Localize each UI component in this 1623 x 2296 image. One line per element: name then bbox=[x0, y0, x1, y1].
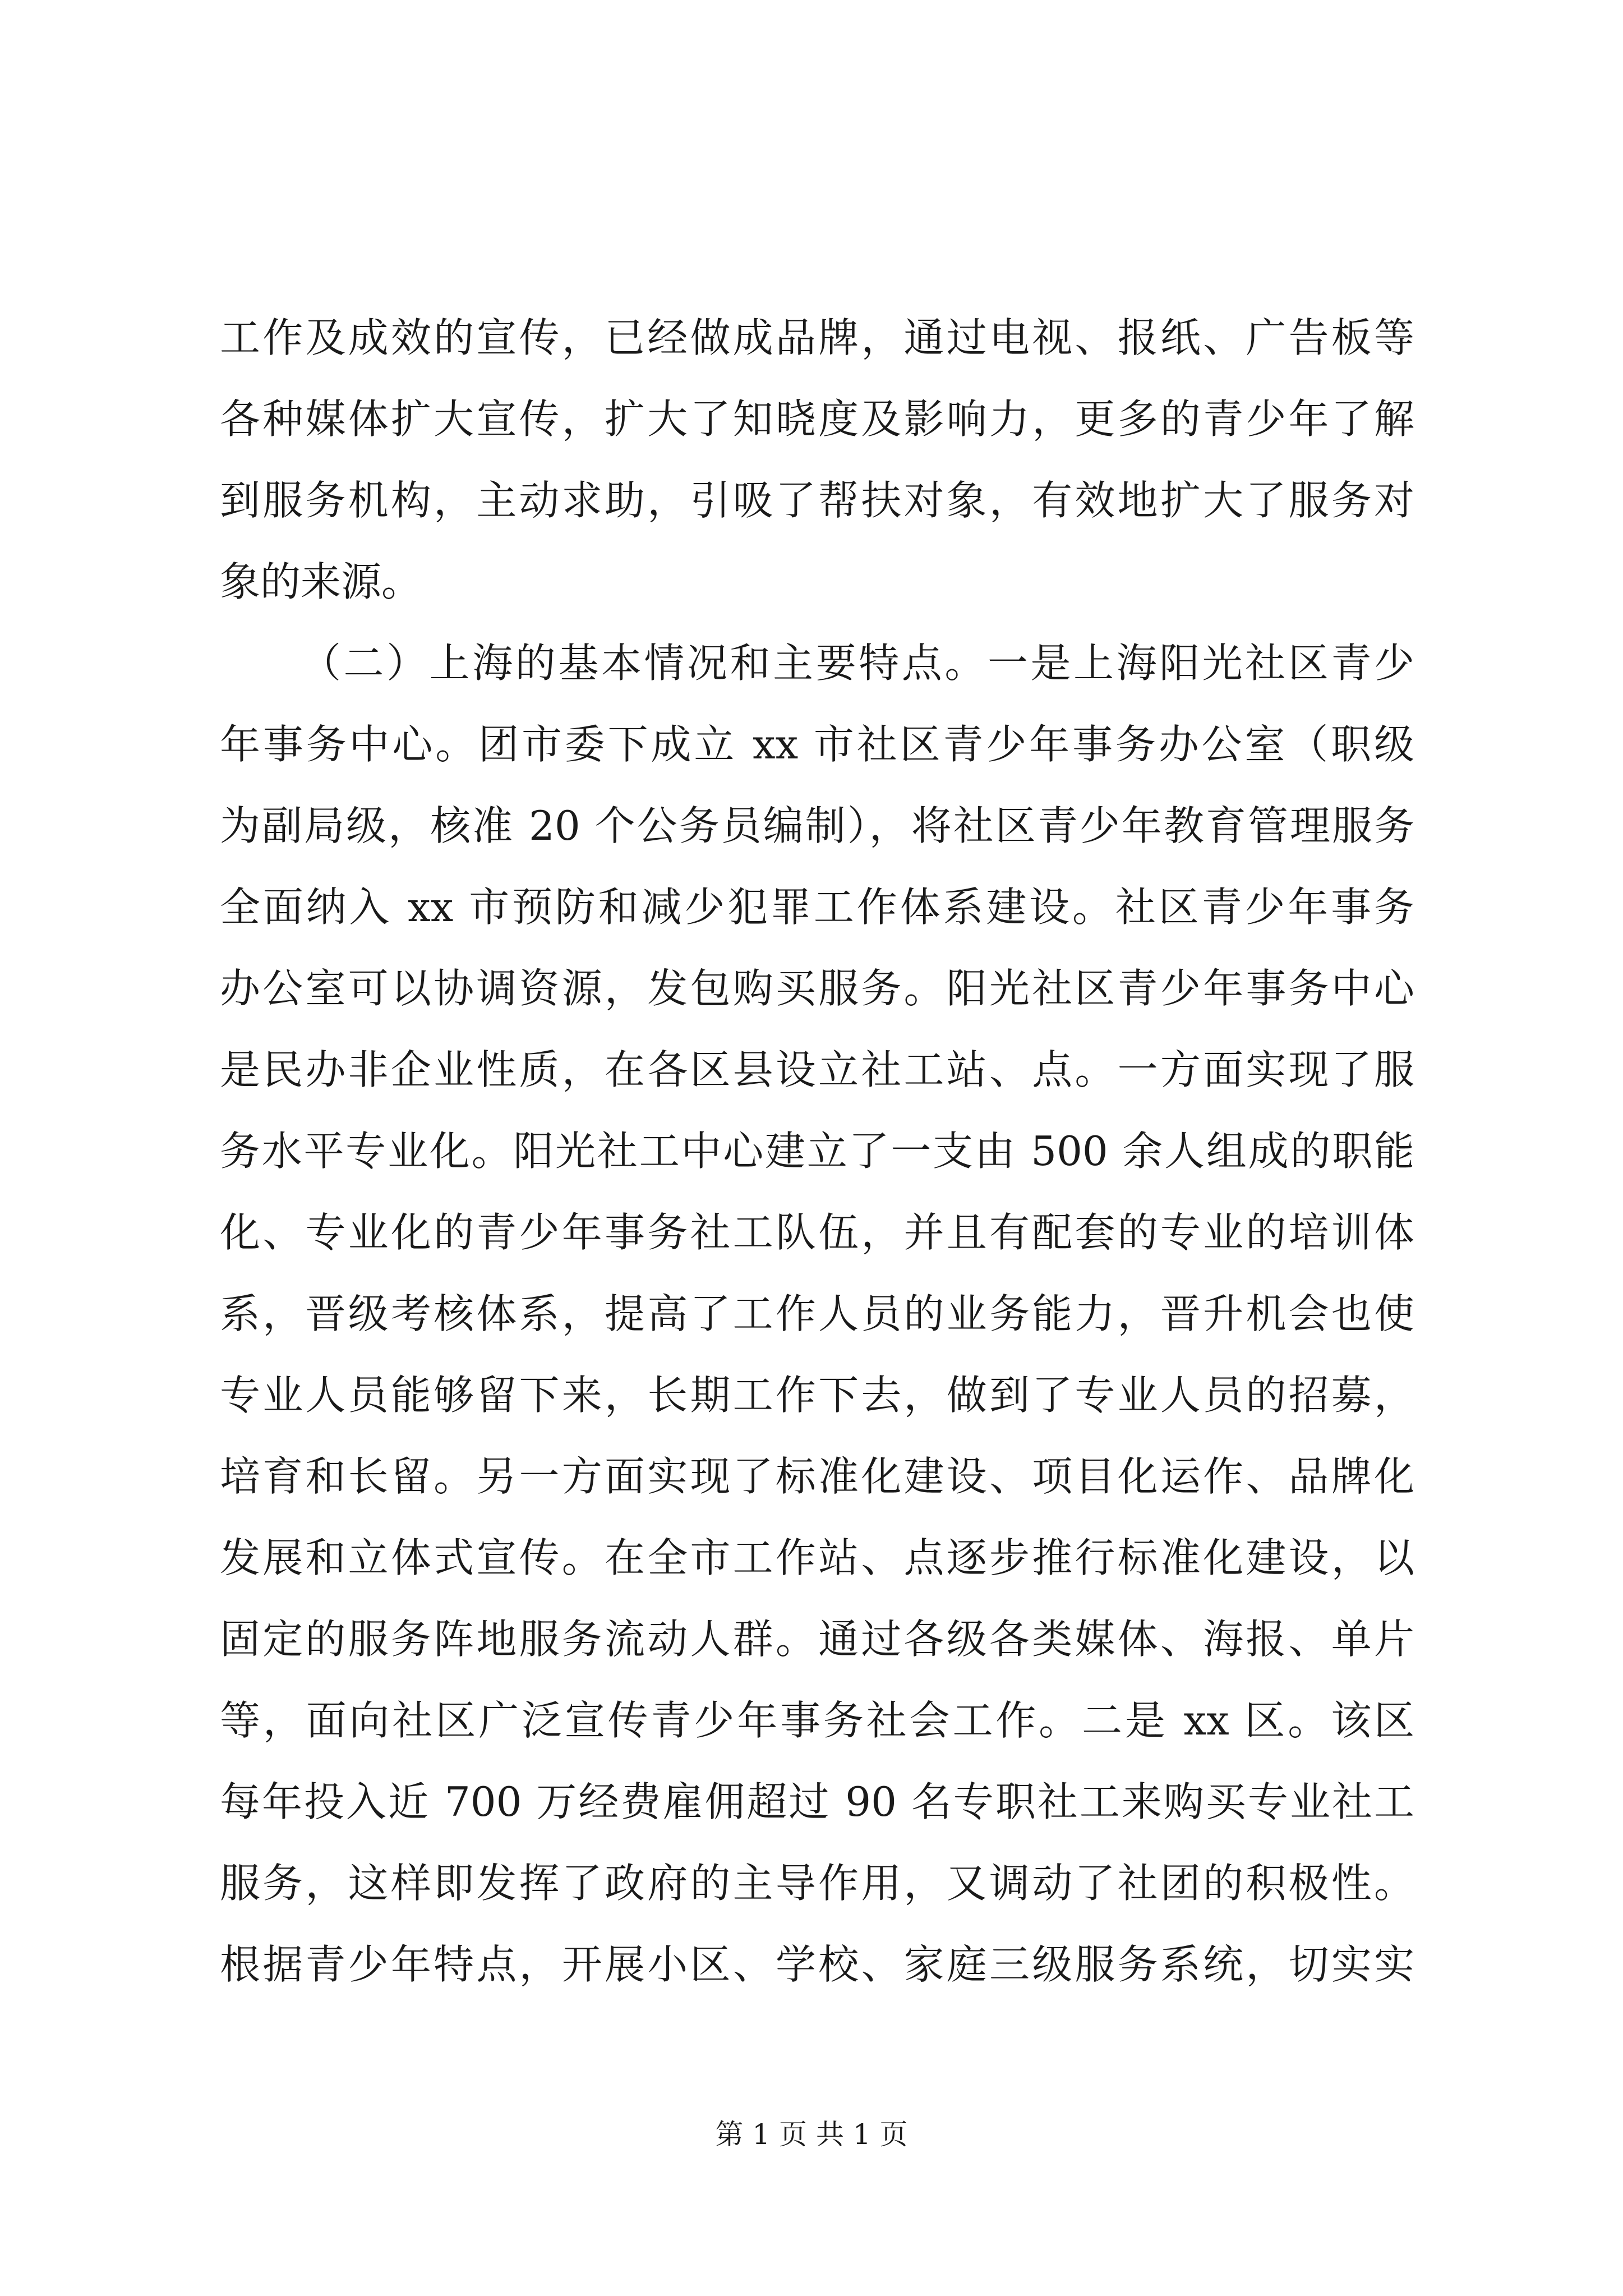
text-line: 工作及成效的宣传，已经做成品牌，通过电视、报纸、广告板等 bbox=[220, 314, 1414, 361]
text-line: 为副局级，核准 20 个公务员编制），将社区青少年教育管理服务 bbox=[220, 802, 1414, 849]
text-line: 年事务中心。团市委下成立 xx 市社区青少年事务办公室（职级 bbox=[220, 721, 1414, 768]
text-line: 象的来源。 bbox=[220, 558, 422, 605]
text-line: 到服务机构，主动求助，引吸了帮扶对象，有效地扩大了服务对 bbox=[220, 477, 1414, 524]
text-line: 培育和长留。另一方面实现了标准化建设、项目化运作、品牌化 bbox=[220, 1453, 1414, 1500]
text-line: 等，面向社区广泛宣传青少年事务社会工作。二是 xx 区。该区 bbox=[220, 1697, 1414, 1744]
text-line: 化、专业化的青少年事务社工队伍，并且有配套的专业的培训体 bbox=[220, 1209, 1414, 1256]
text-line: 系，晋级考核体系，提高了工作人员的业务能力，晋升机会也使 bbox=[220, 1290, 1414, 1337]
paragraph-2 bbox=[220, 623, 1414, 2005]
page-number: 第 1 页 共 1 页 bbox=[715, 2118, 908, 2151]
text-line: 务水平专业化。阳光社工中心建立了一支由 500 余人组成的职能 bbox=[220, 1128, 1414, 1175]
text-line: 各种媒体扩大宣传，扩大了知晓度及影响力，更多的青少年了解 bbox=[220, 395, 1414, 443]
text-line: 服务，这样即发挥了政府的主导作用，又调动了社团的积极性。 bbox=[220, 1860, 1414, 1907]
text-line: 根据青少年特点，开展小区、学校、家庭三级服务系统，切实实 bbox=[220, 1941, 1414, 1988]
text-line: 办公室可以协调资源，发包购买服务。阳光社区青少年事务中心 bbox=[220, 965, 1414, 1012]
text-line: 是民办非企业性质，在各区县设立社工站、点。一方面实现了服 bbox=[220, 1046, 1414, 1093]
text-line: 每年投入近 700 万经费雇佣超过 90 名专职社工来购买专业社工 bbox=[220, 1778, 1414, 1825]
text-line: 固定的服务阵地服务流动人群。通过各级各类媒体、海报、单片 bbox=[220, 1616, 1414, 1663]
text-line: 发展和立体式宣传。在全市工作站、点逐步推行标准化建设，以 bbox=[220, 1534, 1414, 1581]
text-line: （二）上海的基本情况和主要特点。一是上海阳光社区青少 bbox=[301, 639, 1414, 687]
page-footer bbox=[0, 2115, 1623, 2154]
document-body bbox=[220, 297, 1414, 2005]
paragraph-1 bbox=[220, 297, 1414, 623]
text-line: 全面纳入 xx 市预防和减少犯罪工作体系建设。社区青少年事务 bbox=[220, 884, 1414, 931]
text-line: 专业人员能够留下来，长期工作下去，做到了专业人员的招募， bbox=[220, 1372, 1414, 1419]
